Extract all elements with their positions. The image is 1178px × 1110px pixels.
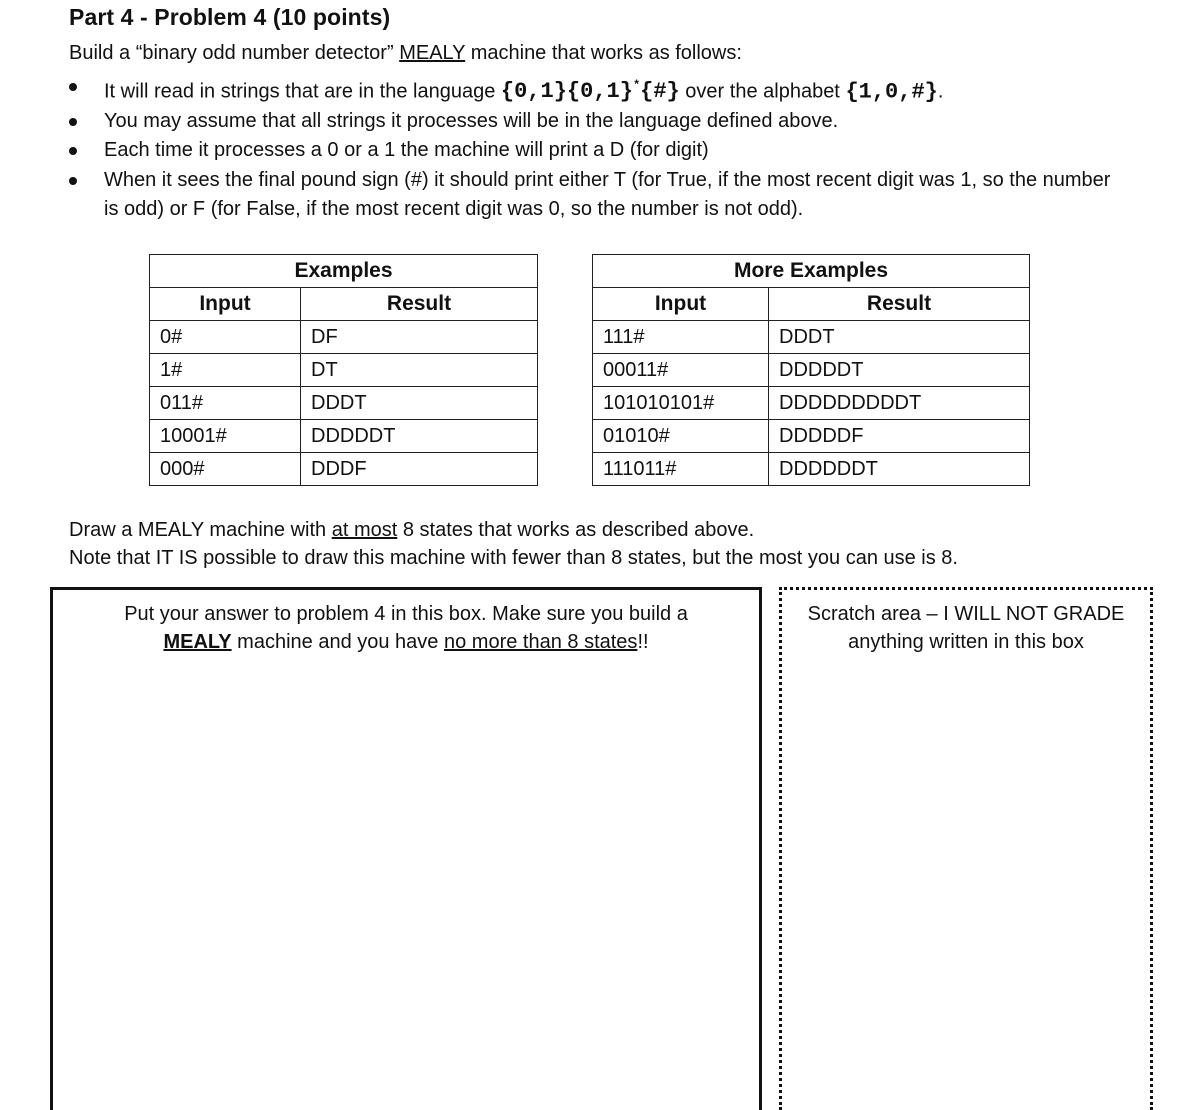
table-row: 101010101# DDDDDDDDDT [593, 387, 1030, 420]
table-row: 1# DT [150, 354, 538, 387]
bullet-icon [69, 147, 77, 155]
answer-box[interactable] [50, 587, 762, 1110]
more-examples-input-header: Input [593, 288, 769, 321]
table-row: 111# DDDT [593, 321, 1030, 354]
bullet-icon [69, 177, 77, 185]
intro-text: Build a “binary odd number detector” MEALY machine that works as follows: [69, 42, 742, 64]
table-row: 111011# DDDDDDT [593, 453, 1030, 486]
list-item: You may assume that all strings it processes will be in the language defined above. [0, 107, 1114, 137]
mealy-underlined: MEALY [399, 42, 466, 64]
requirements-list [0, 72, 1178, 225]
examples-table [149, 254, 538, 486]
scratch-box[interactable] [779, 587, 1153, 1110]
table-row: 000# DDDF [150, 453, 538, 486]
scratch-instructions: Scratch area – I WILL NOT GRADE anything written in this box [807, 603, 1125, 653]
instruction-line-1: Draw a MEALY machine with at most 8 states that works as described above. [69, 519, 755, 541]
list-item: It will read in strings that are in the language {0,1}{0,1}*{#} over the alphabet {1,0,#}. [0, 72, 1114, 107]
more-examples-table [592, 254, 1030, 486]
list-item: Each time it processes a 0 or a 1 the machine will print a D (for digit) [0, 136, 1114, 166]
table-row: 10001# DDDDDT [150, 420, 538, 453]
answer-instructions: Put your answer to problem 4 in this box. Make sure you build a MEALY machine and you have no more than 8 states!! [124, 603, 688, 653]
examples-title: Examples [150, 255, 538, 288]
instruction-line-2: Note that IT IS possible to draw this machine with fewer than 8 states, but the most you can use is 8. [69, 547, 958, 569]
more-examples-title: More Examples [593, 255, 1030, 288]
table-row: 0# DF [150, 321, 538, 354]
examples-input-header: Input [150, 288, 301, 321]
alphabet-expression: {1,0,#} [845, 79, 938, 105]
more-examples-result-header: Result [769, 288, 1030, 321]
table-row: 00011# DDDDDT [593, 354, 1030, 387]
table-row: 01010# DDDDDF [593, 420, 1030, 453]
bullet-icon [69, 83, 77, 91]
problem-title: Part 4 - Problem 4 (10 points) [69, 4, 391, 30]
list-item: When it sees the final pound sign (#) it should print either T (for True, if the most recent digit was 1, so the number is odd) or F (for False, if the most recent digit was 0, so the number is not odd). [0, 166, 1114, 225]
language-expression: {0,1}{0,1}*{#} [500, 79, 680, 105]
table-row: 011# DDDT [150, 387, 538, 420]
bullet-icon [69, 118, 77, 126]
examples-result-header: Result [301, 288, 538, 321]
